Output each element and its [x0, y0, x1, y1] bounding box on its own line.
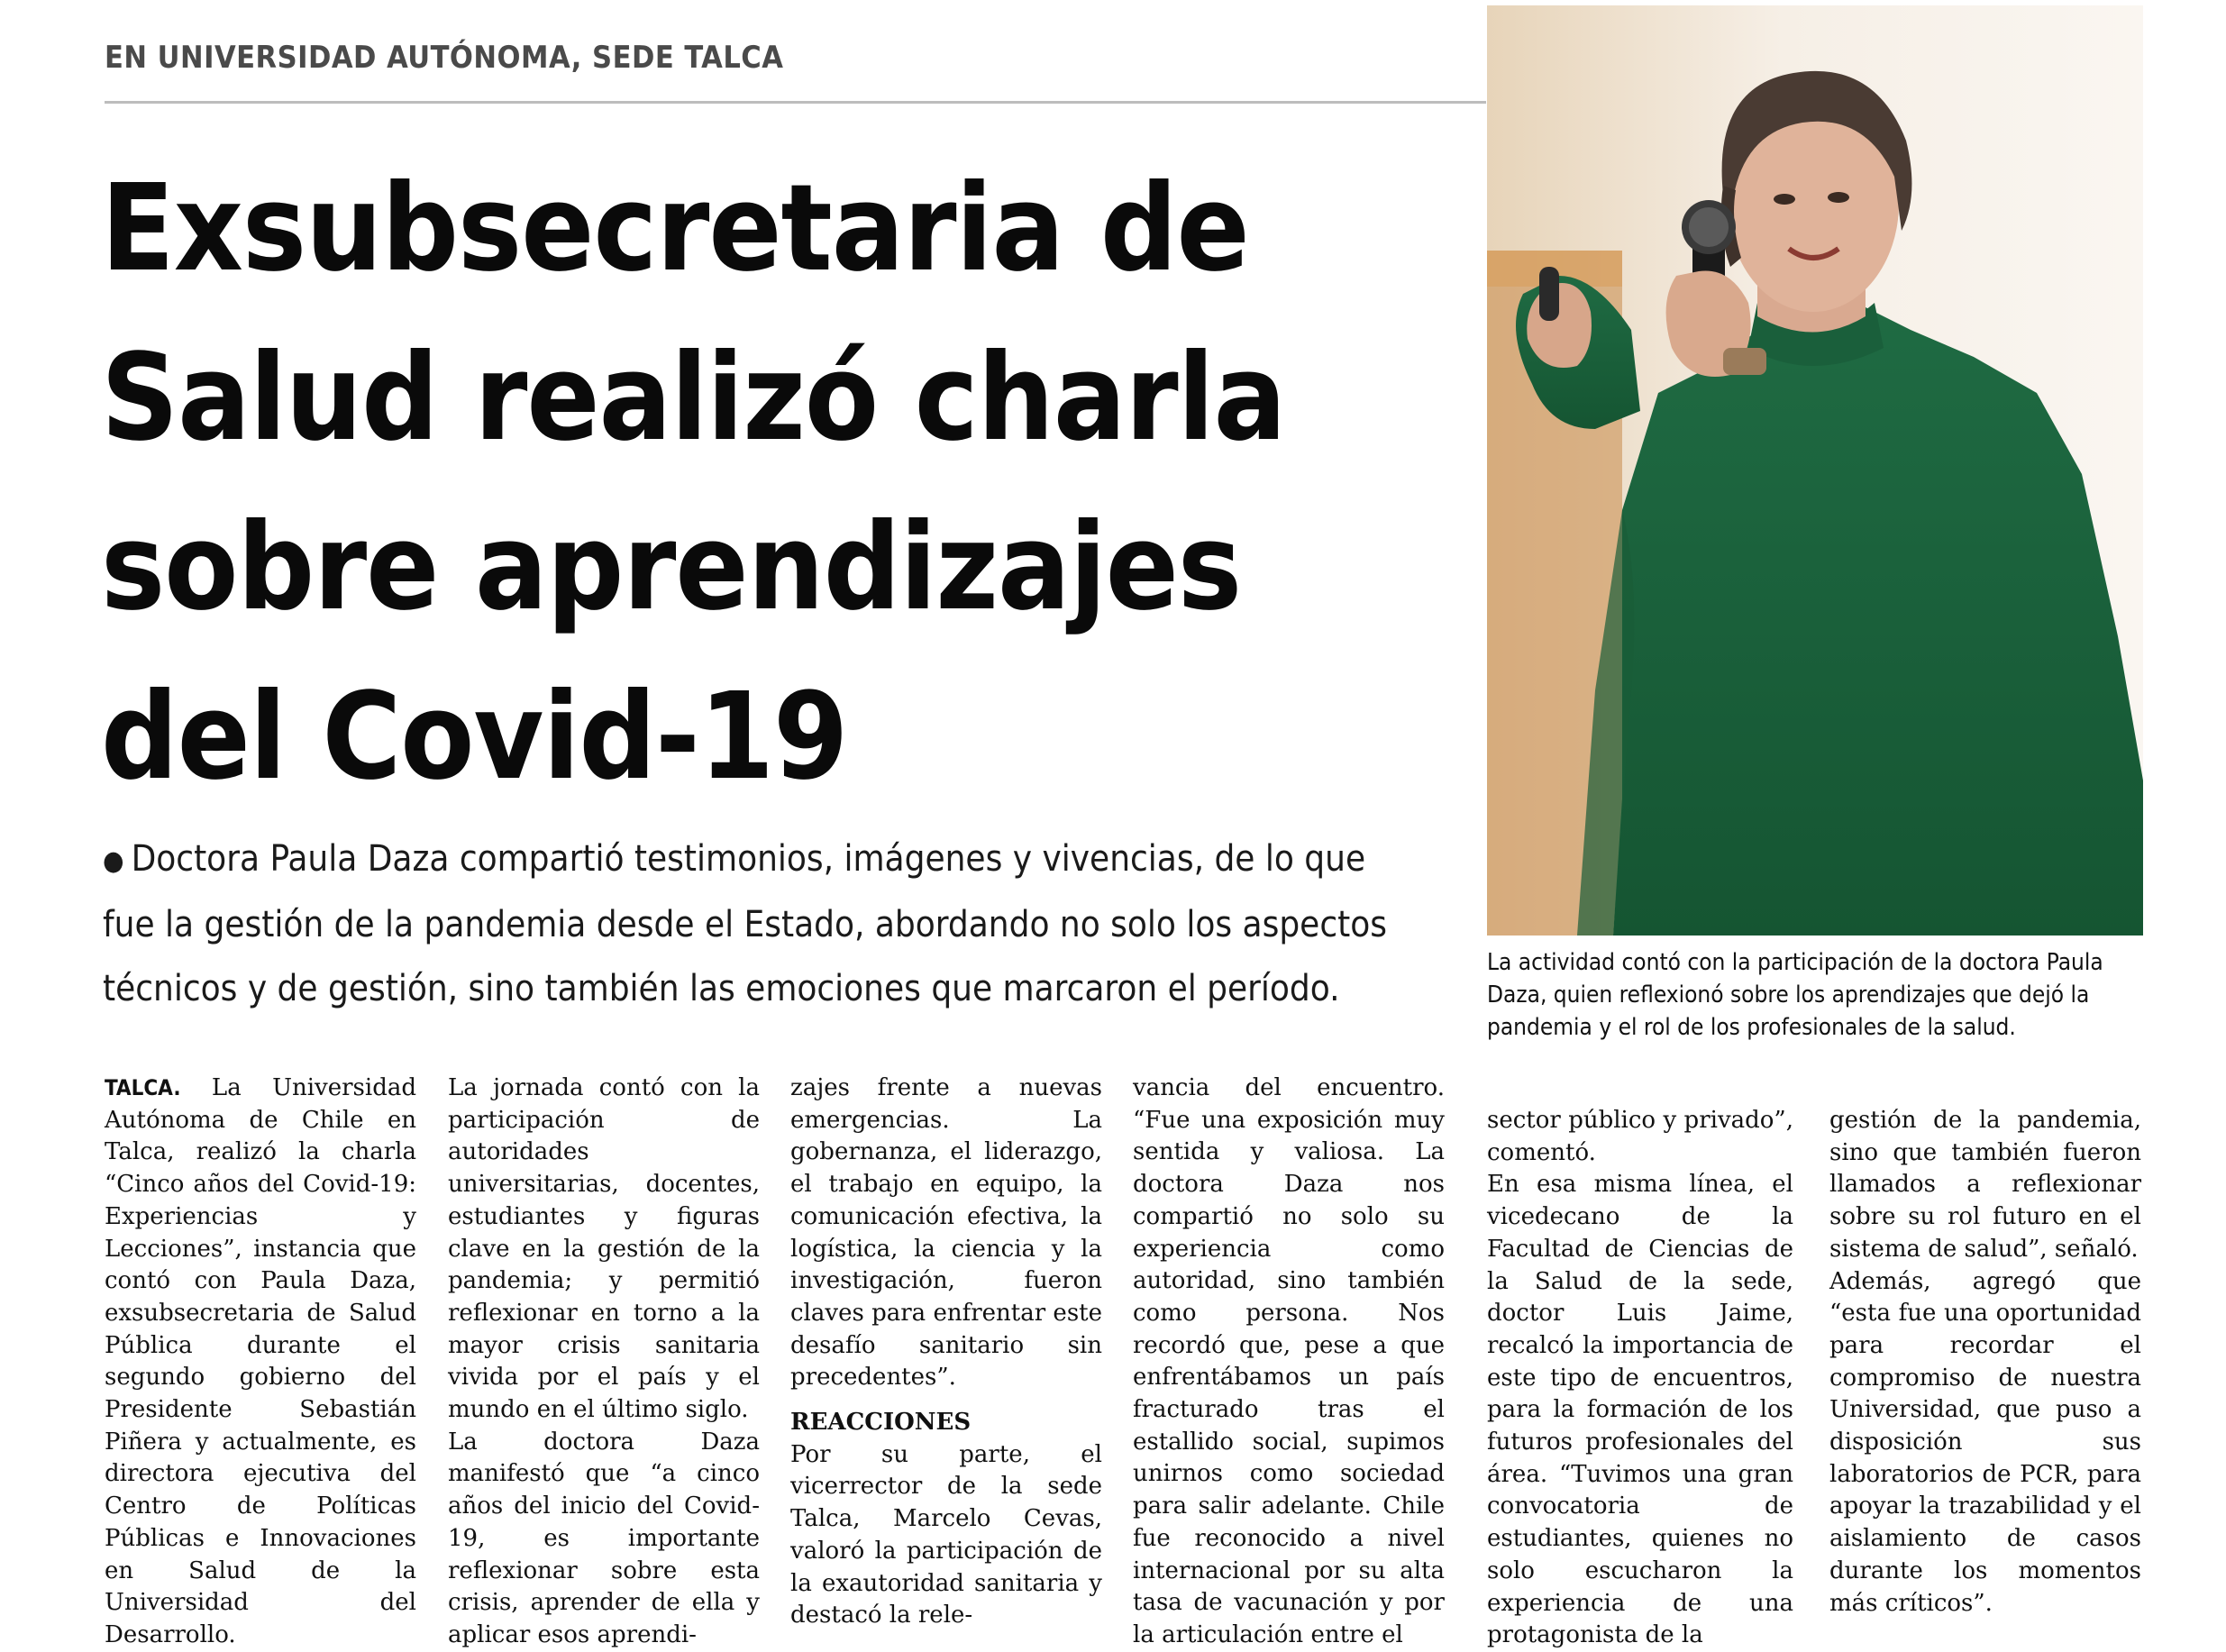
- paragraph: La jornada contó con la participación de autoridades universitarias, docentes, estudiantes y figuras clave en la gestión de la pandemia; y permitió reflexionar en torno a la mayor crisis sanitaria vivida por el país y el mundo en el último siglo.: [448, 1074, 760, 1424]
- bullet-icon: ●: [103, 844, 124, 877]
- paragraph: En esa misma línea, el vicedecano de la Facultad de Ciencias de la Salud de la sede, doctor Luis Jaime, recalcó la importancia de este tipo de encuentros, para la formación de los futuros profesionales del área. “Tuvimos una gran convocatoria de estudiantes, quienes no solo escucharon la experiencia de una protagonista de la: [1487, 1171, 1793, 1649]
- paragraph: gestión de la pandemia, sino que también fueron llamados a reflexionar sobre su rol futuro en el sistema de salud”, señaló.: [1829, 1107, 2141, 1263]
- headline-line: del Covid-19: [101, 668, 848, 807]
- paragraph: Además, agregó que “esta fue una oportunidad para recordar el compromiso de nuestra Universidad, que puso a disposición sus laboratorios de PCR, para apoyar la trazabilidad y el aislamiento de casos durante los momentos más críticos”.: [1829, 1267, 2141, 1617]
- paragraph: vancia del encuentro. “Fue una exposición muy sentida y valiosa. La doctora Daza nos compartió no solo su experiencia como autoridad, sino también como persona. Nos recordó que, pese a que enfrentábamos un país fracturado tras el estallido social, supimos unirnos como sociedad para salir adelante. Chile fue reconocido a nivel internacional por su alta tasa de vacunación y por la articulación entre el: [1133, 1074, 1445, 1648]
- article-column-3: [790, 1072, 1102, 1632]
- headline-line: Exsubsecretaria de: [101, 160, 1249, 298]
- photo-caption: La actividad contó con la participación de la doctora Paula Daza, quien reflexionó sobre los aprendizajes que dejó la pandemia y el rol de los profesionales de la salud.: [1487, 949, 2103, 1041]
- headline-line: Salud realizó charla: [101, 329, 1286, 468]
- subhead: REACCIONES: [790, 1409, 972, 1437]
- section-kicker: EN UNIVERSIDAD AUTÓNOMA, SEDE TALCA: [105, 40, 784, 76]
- article-column-1: [105, 1072, 416, 1652]
- speaker-photo-illustration: [1487, 5, 2143, 936]
- headline: [101, 144, 1507, 822]
- dateline: TALCA.: [105, 1075, 181, 1100]
- kicker-rule: [105, 101, 1486, 104]
- article-column-4: [1133, 1072, 1445, 1652]
- article-column-5: [1487, 1105, 1793, 1652]
- paragraph: sector público y privado”, comentó.: [1487, 1107, 1793, 1166]
- paragraph: Por su parte, el vicerrector de la sede Talca, Marcelo Cevas, valoró la participación de la exautoridad sanitaria y destacó la rele-: [790, 1440, 1102, 1629]
- paragraph-text: La Universidad Autónoma de Chile en Talca, realizó la charla “Cinco años del Covid-19: Experiencias y Lecciones”, instancia que contó con Paula Daza, exsubsecretaria de Salud Pública durante el segundo gobierno del Presidente Sebastián Piñera y actualmente, es directora ejecutiva del Centro de Políticas Públicas e Innovaciones en Salud de la Universidad del Desarrollo.: [105, 1074, 416, 1648]
- deck-line: técnicos y de gestión, sino también las emociones que marcaron el período.: [103, 967, 1340, 1009]
- headline-line: sobre aprendizajes: [101, 498, 1242, 637]
- article-column-6: [1829, 1105, 2141, 1620]
- deck-line: fue la gestión de la pandemia desde el Estado, abordando no solo los aspectos: [103, 903, 1387, 945]
- summary-deck: [103, 827, 1509, 1021]
- article-column-2: [448, 1072, 760, 1652]
- paragraph: [105, 1072, 416, 1652]
- paragraph: zajes frente a nuevas emergencias. La gobernanza, el liderazgo, el trabajo en equipo, la comunicación efectiva, la logística, la ciencia y la investigación, fueron claves para enfrentar este desafío sanitario sin precedentes”.: [790, 1074, 1102, 1392]
- speaker-photo: [1487, 5, 2143, 936]
- paragraph: La doctora Daza manifestó que “a cinco años del inicio del Covid-19, es importante reflexionar sobre esta crisis, aprender de ella y aplicar esos aprendi-: [448, 1428, 760, 1648]
- deck-text: Doctora Paula Daza compartió testimonios, imágenes y vivencias, de lo que: [131, 838, 1366, 880]
- deck-line: [103, 827, 1509, 893]
